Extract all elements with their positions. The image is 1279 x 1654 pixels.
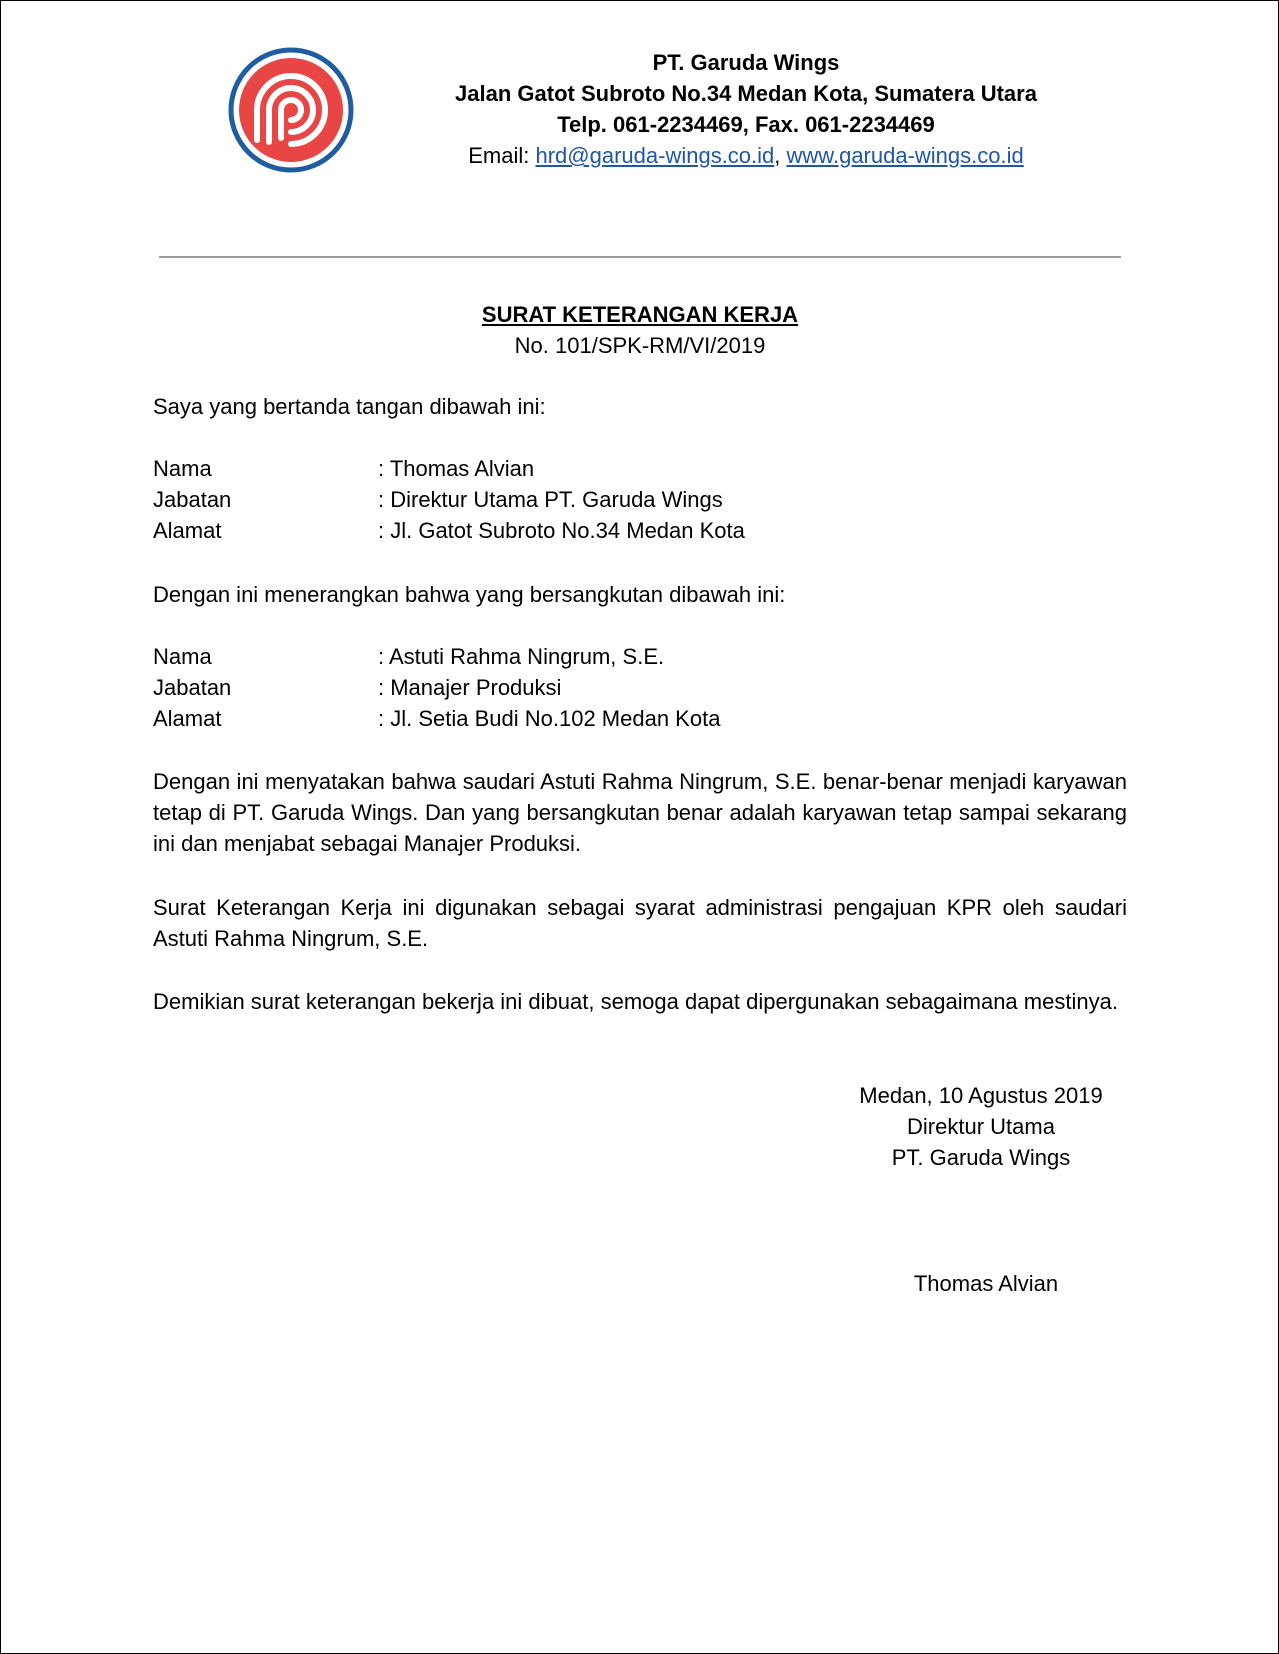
intro-text: Saya yang bertanda tangan dibawah ini: (153, 394, 546, 419)
document-heading (159, 299, 1121, 361)
signature-company: PT. Garuda Wings (891, 1145, 1071, 1170)
paragraph-statement: Dengan ini menyatakan bahwa saudari Astuti Rahma Ningrum, S.E. benar-benar menjadi karyawan tetap di PT. Garuda Wings. Dan yang bersangkutan benar adalah karyawan tetap sampai sekarang ini dan menjabat sebagai Manajer Produksi. (153, 769, 1127, 856)
field-value: : Direktur Utama PT. Garuda Wings (378, 487, 723, 512)
field-value: : Jl. Setia Budi No.102 Medan Kota (378, 706, 721, 731)
field-value: : Astuti Rahma Ningrum, S.E. (378, 644, 665, 669)
field-row (153, 515, 1127, 546)
field-value: : Jl. Gatot Subroto No.34 Medan Kota (378, 518, 745, 543)
employee-fields (153, 641, 1127, 734)
field-value: : Thomas Alvian (378, 456, 535, 481)
company-phone-fax: Telp. 061-2234469, Fax. 061-2234469 (557, 112, 935, 137)
field-row (153, 453, 1127, 484)
signature-place-date: Medan, 10 Agustus 2019 (859, 1083, 1103, 1108)
field-label: Alamat (153, 706, 222, 731)
field-label: Nama (153, 456, 212, 481)
website-link[interactable]: www.garuda-wings.co.id (786, 143, 1024, 168)
field-row (153, 641, 1127, 672)
paragraph-closing: Demikian surat keterangan bekerja ini dibuat, semoga dapat dipergunakan sebagaimana mestinya. (153, 989, 1118, 1014)
field-value: : Manajer Produksi (378, 675, 562, 700)
garuda-wings-logo-icon (227, 46, 355, 174)
paragraph-purpose: Surat Keterangan Kerja ini digunakan sebagai syarat administrasi pengajuan KPR oleh saudari Astuti Rahma Ningrum, S.E. (153, 895, 1127, 951)
company-address: Jalan Gatot Subroto No.34 Medan Kota, Sumatera Utara (455, 81, 1037, 106)
field-row (153, 672, 1127, 703)
field-row (153, 484, 1127, 515)
letterhead (431, 47, 1061, 171)
email-link[interactable]: hrd@garuda-wings.co.id (535, 143, 775, 168)
signature-position: Direktur Utama (907, 1114, 1055, 1139)
field-label: Jabatan (153, 487, 232, 512)
company-contact (431, 140, 1061, 171)
document-number: No. 101/SPK-RM/VI/2019 (514, 333, 766, 358)
signature-block (831, 1080, 1131, 1173)
field-label: Alamat (153, 518, 222, 543)
email-label: Email: (468, 143, 536, 168)
company-name: PT. Garuda Wings (652, 50, 840, 75)
signer-name: Thomas Alvian (913, 1271, 1059, 1296)
contact-separator: , (774, 143, 787, 168)
intro2-text: Dengan ini menerangkan bahwa yang bersangkutan dibawah ini: (153, 582, 786, 607)
field-label: Nama (153, 644, 212, 669)
document-title: SURAT KETERANGAN KERJA (481, 302, 799, 327)
signer-fields (153, 453, 1127, 546)
field-row (153, 703, 1127, 734)
letterhead-divider (159, 256, 1121, 258)
field-label: Jabatan (153, 675, 232, 700)
